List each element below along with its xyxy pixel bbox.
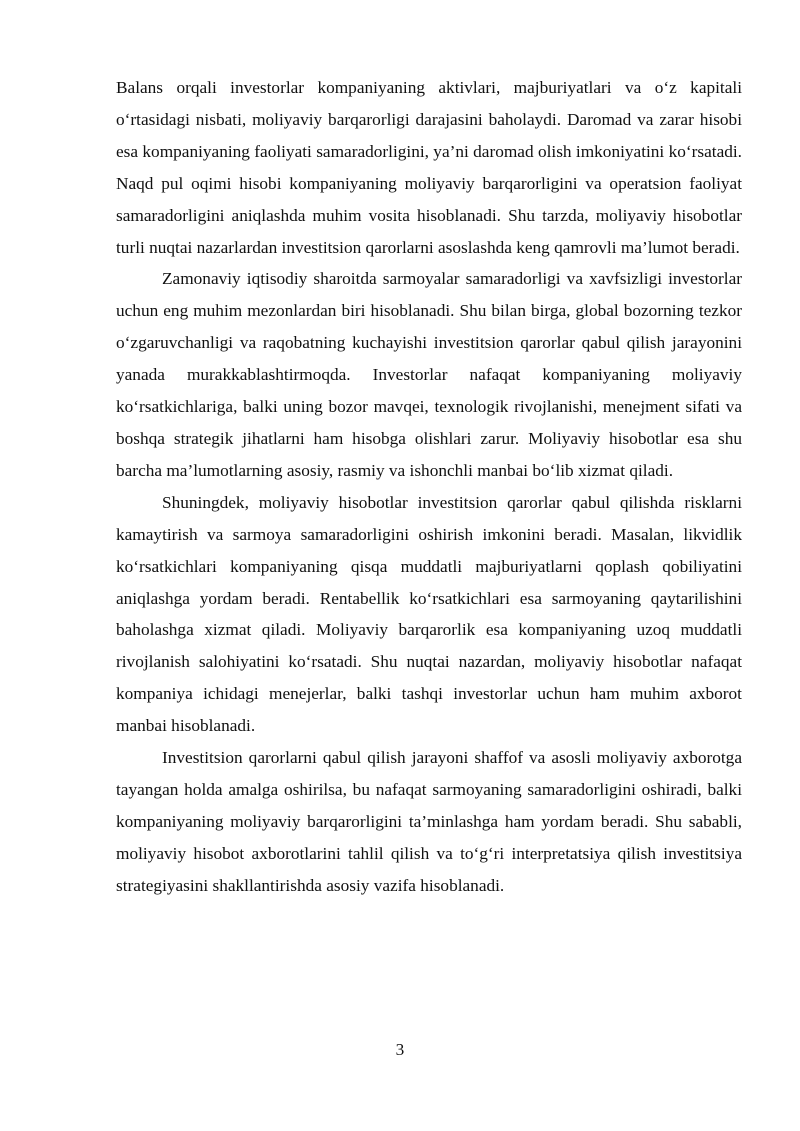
page-number: 3 (395, 1040, 405, 1059)
paragraph-modern-conditions: Zamonaviy iqtisodiy sharoitda sarmoyalar samaradorligi va xavfsizligi investorlar uchun eng muhim mezonlardan biri hisoblanadi. Shu bilan birga, global bozorning tezkor o‘zgaruvchanligi va raqobatning kuchayishi investitsion qarorlar qabul qilish jarayonini yanada murakkablashtirmoqda. Investorlar nafaqat kompaniyaning moliyaviy ko‘rsatkichlariga, balki uning bozor mavqei, texnologik rivojlanishi, menejment sifati va boshqa strategik jihatlarni ham hisobga olishlari zarur. Moliyaviy hisobotlar esa shu barcha ma’lumotlarning asosiy, rasmiy va ishonchli manbai bo‘lib xizmat qiladi. (116, 269, 742, 480)
body-text (116, 72, 742, 902)
paragraph-balance-reports: Balans orqali investorlar kompaniyaning aktivlari, majburiyatlari va o‘z kapitali o‘rtasidagi nisbati, moliyaviy barqarorligi darajasini baholaydi. Daromad va zarar hisobi esa kompaniyaning faoliyati samaradorligini, ya’ni daromad olish imkoniyatini ko‘rsatadi. Naqd pul oqimi hisobi kompaniyaning moliyaviy barqarorligini va operatsion faoliyat samaradorligini aniqlashda muhim vosita hisoblanadi. Shu tarzda, moliyaviy hisobotlar turli nuqtai nazarlardan investitsion qarorlarni asoslashda keng qamrovli ma’lumot beradi. (116, 78, 742, 257)
paragraph-investment-decisions: Investitsion qarorlarni qabul qilish jarayoni shaffof va asosli moliyaviy axborotga tayangan holda amalga oshirilsa, bu nafaqat sarmoyaning samaradorligini oshiradi, balki kompaniyaning moliyaviy barqarorligini ta’minlashga ham yordam beradi. Shu sababli, moliyaviy hisobot axborotlarini tahlil qilish va to‘g‘ri interpretatsiya qilish investitsiya strategiyasini shakllantirishda asosiy vazifa hisoblanadi. (116, 748, 742, 895)
paragraph-risk-reduction: Shuningdek, moliyaviy hisobotlar investitsion qarorlar qabul qilishda risklarni kamaytirish va sarmoya samaradorligini oshirish imkonini beradi. Masalan, likvidlik ko‘rsatkichlari kompaniyaning qisqa muddatli majburiyatlarni qoplash qobiliyatini aniqlashga yordam beradi. Rentabellik ko‘rsatkichlari esa sarmoyaning qaytarilishini baholashga xizmat qiladi. Moliyaviy barqarorlik esa kompaniyaning uzoq muddatli rivojlanish salohiyatini ko‘rsatadi. Shu nuqtai nazardan, moliyaviy hisobotlar nafaqat kompaniya ichidagi menejerlar, balki tashqi investorlar uchun ham muhim axborot manbai hisoblanadi. (116, 492, 742, 736)
